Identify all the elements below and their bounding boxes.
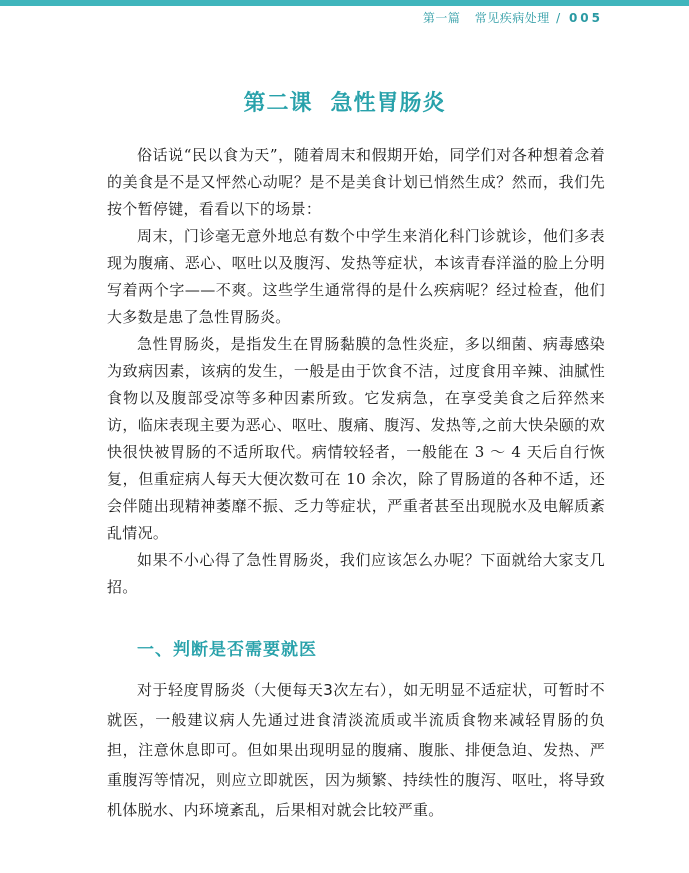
running-header bbox=[423, 9, 603, 26]
section-body bbox=[107, 675, 605, 825]
intro-body bbox=[107, 142, 605, 601]
paragraph-definition: 急性胃肠炎，是指发生在胃肠黏膜的急性炎症，多以细菌、病毒感染为致病因素，该病的发生，一般是由于饮食不洁，过度食用辛辣、油腻性食物以及腹部受凉等多种因素所致。它发病急，在享受美食之后猝然来访，临床表现主要为恶心、呕吐、腹痛、腹泻、发热等,之前大快朵颐的欢快很快被胃肠的不适所取代。病情较轻者，一般能在 3 ～ 4 天后自行恢复，但重症病人每天大便次数可在 10 余次，除了胃肠道的各种不适，还会伴随出现精神萎靡不振、乏力等症状，严重者甚至出现脱水及电解质紊乱情况。 bbox=[107, 335, 605, 542]
top-accent-bar bbox=[0, 0, 689, 6]
lesson-name: 急性胃肠炎 bbox=[330, 91, 446, 116]
paragraph-intro: 俗话说“民以食为天”，随着周末和假期开始，同学们对各种想着念着的美食是不是又怦然心动呢？是不是美食计划已悄然生成？然而，我们先按个暂停键，看看以下的场景： bbox=[107, 146, 605, 218]
part-label: 第一篇 bbox=[422, 11, 461, 25]
page-number: 005 bbox=[568, 11, 603, 25]
section-heading: 一、判断是否需要就医 bbox=[137, 640, 317, 660]
chapter-label: 常见疾病处理 bbox=[474, 11, 550, 25]
header-separator: / bbox=[556, 11, 561, 25]
paragraph-section-1: 对于轻度胃肠炎（大便每天3次左右），如无明显不适症状，可暂时不就医，一般建议病人先通过进食清淡流质或半流质食物来减轻胃肠的负担，注意休息即可。但如果出现明显的腹痛、腹胀、排便急迫、发热、严重腹泻等情况，则应立即就医，因为频繁、持续性的腹泻、呕吐，将导致机体脱水、内环境紊乱，后果相对就会比较严重。 bbox=[107, 681, 605, 819]
lesson-number: 第二课 bbox=[243, 91, 313, 116]
paragraph-scenario: 周末，门诊毫无意外地总有数个中学生来消化科门诊就诊，他们多表现为腹痛、恶心、呕吐以及腹泻、发热等症状，本该青春洋溢的脸上分明写着两个字——不爽。这些学生通常得的是什么疾病呢？经过检查，他们大多数是患了急性胃肠炎。 bbox=[107, 227, 605, 326]
lesson-title bbox=[0, 86, 689, 117]
paragraph-transition: 如果不小心得了急性胃肠炎，我们应该怎么办呢？下面就给大家支几招。 bbox=[107, 551, 605, 596]
